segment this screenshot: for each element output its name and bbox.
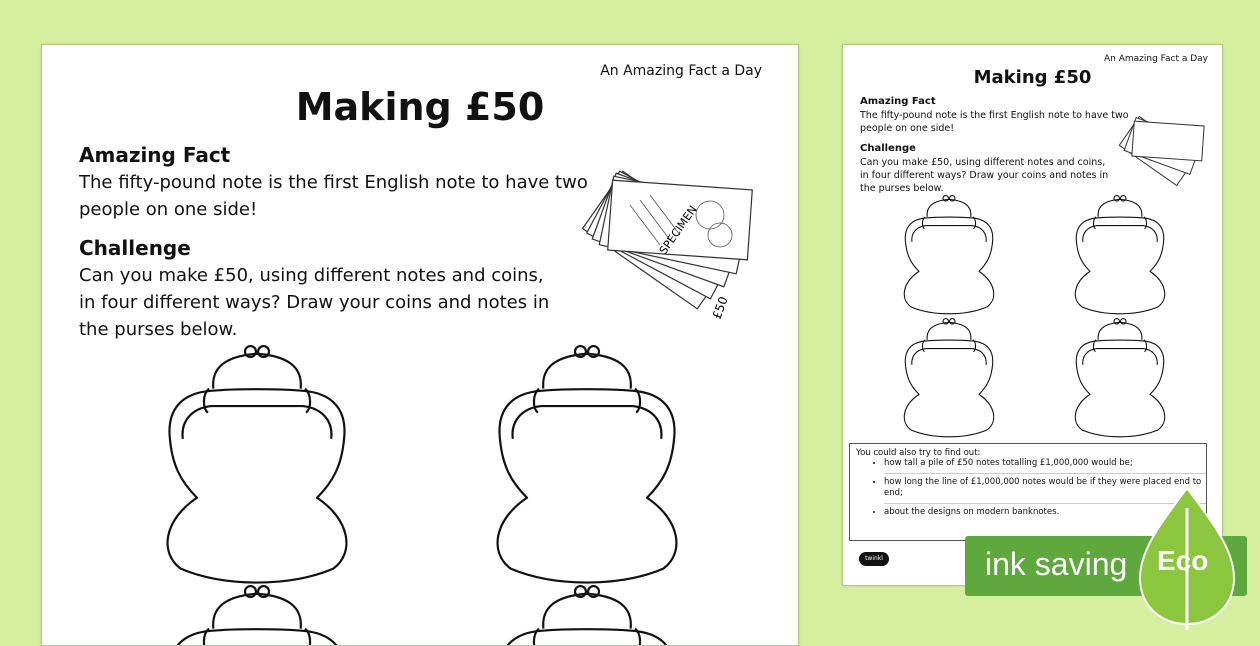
challenge-heading: Challenge [79,236,191,260]
page-title: Making £50 [295,85,545,129]
extension-lead: You could also try to find out: [856,448,981,458]
worksheet-page [41,44,799,646]
coin-purse-icon [442,585,732,646]
svg-text:SPECIMEN: SPECIMEN [656,203,700,257]
challenge-line-2: in four different ways? Draw your coins and notes in [79,292,550,313]
list-item: • how long the line of £1,000,000 notes would be if they were placed end to end; [884,473,1206,499]
coin-purse-icon [1046,318,1194,438]
challenge-line-3: the purses below. [79,319,238,340]
svg-text:£50: £50 [709,294,731,322]
challenge-line-2: in four different ways? Draw your coins and notes in [860,170,1109,181]
coin-purse-icon [875,318,1023,438]
coin-purse-icon [1046,195,1194,315]
fact-heading: Amazing Fact [860,96,936,107]
challenge-line-1: Can you make £50, using different notes and coins, [860,157,1106,168]
coin-purse-icon [875,195,1023,315]
banknotes-illustration [570,145,770,335]
fact-line-2: people on one side! [860,123,955,134]
coin-purse-icon [112,345,402,585]
ink-saving-label: ink saving [985,546,1128,582]
series-label: An Amazing Fact a Day [1103,54,1208,64]
banknotes-illustration [1113,101,1213,201]
twinkl-logo: twinkl [859,552,889,566]
series-label: An Amazing Fact a Day [600,63,762,79]
list-item: • about the designs on modern banknotes. [884,503,1206,518]
fact-line-1: The fifty-pound note is the first English note to have two [79,172,588,193]
challenge-heading: Challenge [860,143,916,154]
eco-label: Eco [1157,545,1209,576]
fact-line-2: people on one side! [79,199,258,220]
page-title: Making £50 [973,67,1092,88]
coin-purse-icon [442,345,732,585]
fact-line-1: The fifty-pound note is the first English note to have two [860,110,1129,121]
list-item: • how tall a pile of £50 notes totalling £1,000,000 would be; [884,458,1206,469]
coin-purse-icon [112,585,402,646]
fact-heading: Amazing Fact [79,143,231,167]
challenge-line-1: Can you make £50, using different notes and coins, [79,265,544,286]
challenge-line-3: the purses below. [860,183,944,194]
